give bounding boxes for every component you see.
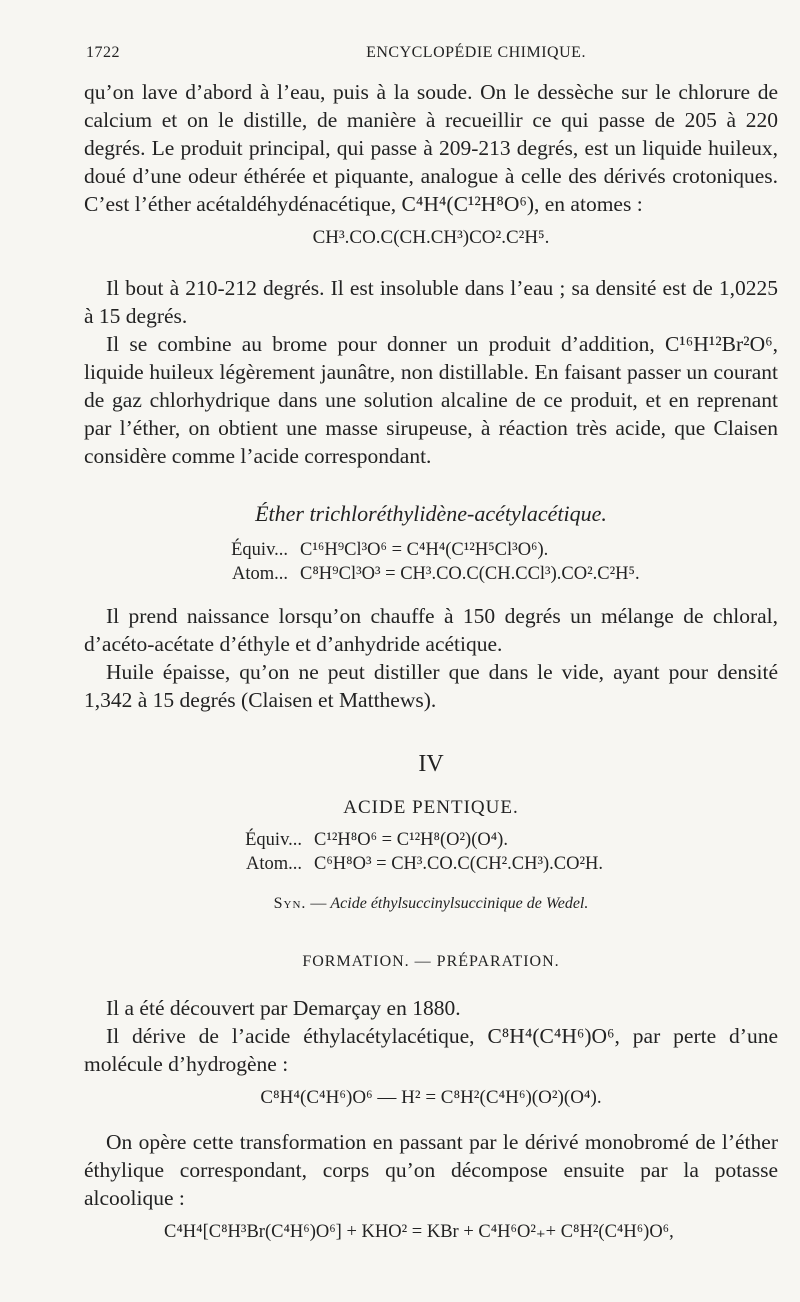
atom-formula: C⁸H⁹Cl³O³ = CH³.CO.C(CH.CCl³).CO².C²H⁵.	[300, 564, 640, 584]
atom-label: Atom...	[245, 854, 302, 874]
synonym-name: Acide éthylsuccinylsuccinique de Wedel.	[330, 895, 589, 912]
compound-heading: Éther trichloréthylidène-acétylacétique.	[255, 501, 607, 526]
paragraph: Il dérive de l’acide éthylacétylacétique, C⁸H⁴(C⁴H⁶)O⁶, par perte d’une molécule d’hydrogène :	[84, 1024, 778, 1076]
paragraph: Il se combine au brome pour donner un produit d’addition, C¹⁶H¹²Br²O⁶, liquide huileux légèrement jaunâtre, non distillable. En faisant passer un courant de gaz chlorhydrique dans une solution alcaline de ce produit, et en reprenant par l’éther, on obtient une masse sirupeuse, à réaction très acide, que Claisen considère comme l’acide correspondant.	[84, 332, 778, 468]
formula: CH³.CO.C(CH.CH³)CO².C²H⁵.	[312, 227, 550, 248]
paragraph: Huile épaisse, qu’on ne peut distiller que dans le vide, ayant pour densité 1,342 à 15 degrés (Claisen et Matthews).	[84, 660, 778, 712]
document-body	[84, 78, 778, 1246]
synonym-dash: —	[306, 895, 331, 912]
paragraph: qu’on lave d’abord à l’eau, puis à la soude. On le dessèche sur le chlorure de calcium et on le distille, de manière à recueillir ce qui passe de 205 à 220 degrés. Le produit principal, qui passe à 209-213 degrés, est un liquide huileux, doué d’une odeur éthérée et piquante, analogue à celle des dérivés crotoniques. C’est l’éther acétaldéhydénacétique, C⁴H⁴(C¹²H⁸O⁶), en atomes :	[84, 80, 778, 216]
atom-label: Atom...	[231, 564, 288, 584]
synonym-line	[84, 890, 778, 918]
paragraph: On opère cette transformation en passant par le dérivé monobromé de l’éther éthylique correspondant, corps qu’on décompose ensuite par la potasse alcoolique :	[84, 1130, 778, 1210]
equiv-label: Équiv...	[245, 830, 302, 850]
formula-block	[202, 538, 778, 586]
paragraph: Il bout à 210-212 degrés. Il est insoluble dans l’eau ; sa densité est de 1,0225 à 15 degrés.	[84, 276, 778, 328]
paragraph: Il a été découvert par Demarçay en 1880.	[106, 996, 461, 1020]
synonym-key: Syn.	[273, 895, 307, 912]
paragraph: Il prend naissance lorsqu’on chauffe à 150 degrés un mélange de chloral, d’acéto-acétate d’éthyle et d’anhydride acétique.	[84, 604, 778, 656]
equiv-formula: C¹⁶H⁹Cl³O⁶ = C⁴H⁴(C¹²H⁵Cl³O⁶).	[300, 540, 549, 560]
equiv-formula: C¹²H⁸O⁶ = C¹²H⁸(O²)(O⁴).	[314, 830, 508, 850]
page-number: 1722	[86, 44, 120, 61]
formula: C⁴H⁴[C⁸H³Br(C⁴H⁶)O⁶] + KHO² = KBr + C⁴H⁶O²₊+ C⁸H²(C⁴H⁶)O⁶,	[164, 1222, 674, 1242]
formula: C⁸H⁴(C⁴H⁶)O⁶ — H² = C⁸H²(C⁴H⁶)(O²)(O⁴).	[260, 1087, 602, 1108]
equiv-label: Équiv...	[231, 540, 288, 560]
section-heading: FORMATION. — PRÉPARATION.	[302, 953, 560, 970]
running-title: ENCYCLOPÉDIE CHIMIQUE.	[366, 44, 586, 61]
atom-formula: C⁶H⁸O³ = CH³.CO.C(CH².CH³).CO²H.	[314, 854, 604, 874]
chapter-numeral: IV	[418, 751, 444, 777]
formula-block	[216, 828, 778, 876]
acid-title: ACIDE PENTIQUE.	[343, 797, 519, 818]
